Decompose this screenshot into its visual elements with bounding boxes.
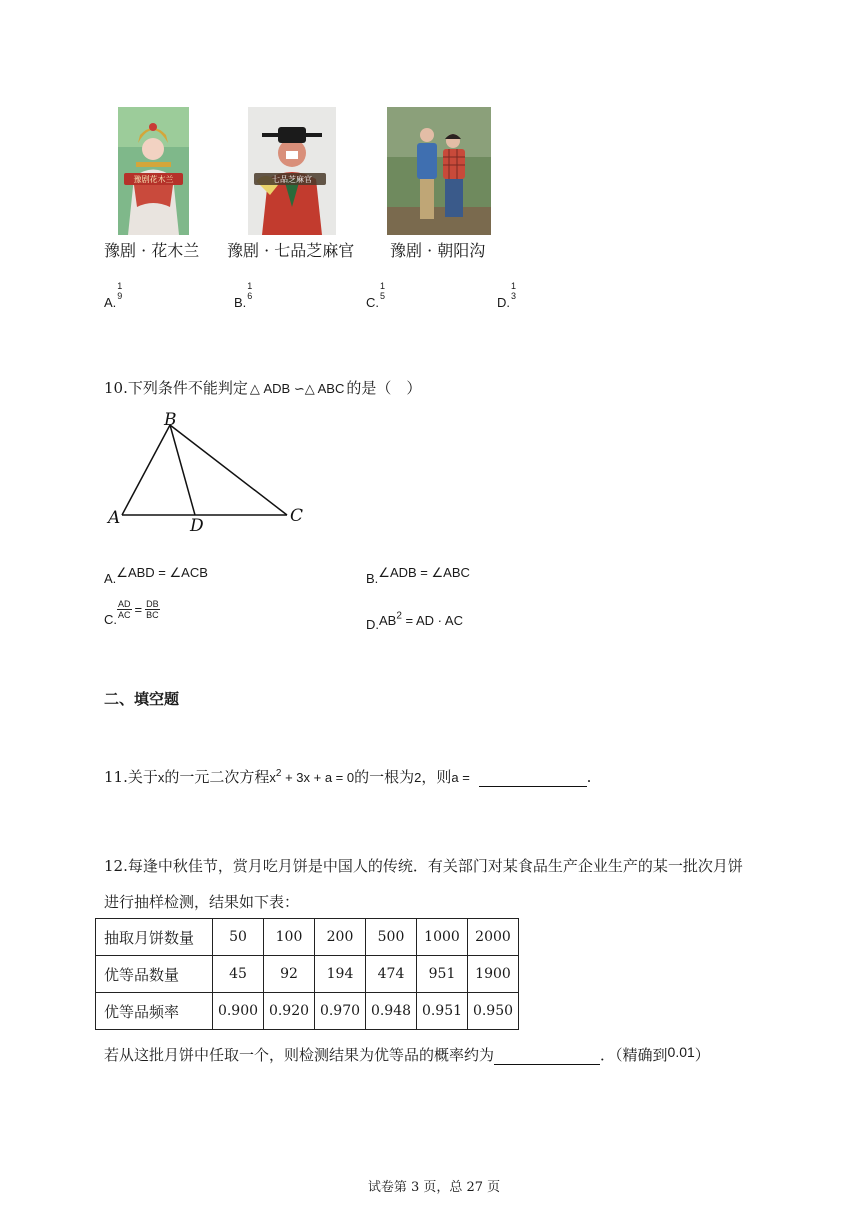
table-cell: 474 xyxy=(366,956,417,993)
frac-den: 9 xyxy=(117,290,123,301)
table-row xyxy=(96,919,519,956)
q10-option-d xyxy=(366,610,463,632)
answer-blank[interactable] xyxy=(494,1048,600,1065)
frac-num: 1 xyxy=(117,280,123,291)
table-row xyxy=(96,993,519,1030)
caption-qipin-zhimaguan: 豫剧 · 七品芝麻官 xyxy=(227,241,355,260)
q9-option-d xyxy=(497,280,517,310)
table-cell: 200 xyxy=(315,919,366,956)
option-letter: B. xyxy=(234,295,247,310)
table-header-cell: 抽取月饼数量 xyxy=(96,919,213,956)
image-chaoyanggou xyxy=(387,107,491,235)
option-math-sup: 2 xyxy=(396,610,402,622)
frac-num: 1 xyxy=(380,280,386,291)
option-math-rest: = AD · AC xyxy=(401,613,463,628)
table-cell: 2000 xyxy=(468,919,519,956)
q9-option-b xyxy=(234,280,253,310)
qipin-banner: 七品芝麻官 xyxy=(272,175,312,184)
table-cell: 0.970 xyxy=(315,993,366,1030)
label-c: C xyxy=(290,506,304,526)
q11-a-eq: a = xyxy=(451,770,470,785)
option-letter: C. xyxy=(366,295,379,310)
q11-number: 11. xyxy=(104,768,128,786)
page-footer: 试卷第 3 页，总 27 页 xyxy=(367,1180,501,1195)
q11-text: 关于 xyxy=(127,768,158,786)
table-cell: 0.951 xyxy=(417,993,468,1030)
table-header-cell: 优等品频率 xyxy=(96,993,213,1030)
table-cell: 50 xyxy=(213,919,264,956)
table-cell: 1900 xyxy=(468,956,519,993)
table-row xyxy=(96,956,519,993)
q11-text: 的一元二次方程 xyxy=(164,768,270,786)
frac-num: AD xyxy=(118,599,131,609)
answer-blank[interactable] xyxy=(479,770,587,787)
label-a: A xyxy=(108,508,121,528)
q11-text: ，则 xyxy=(421,768,452,786)
frac-den: 3 xyxy=(511,290,517,301)
q10-math: △ ADB ∽△ ABC xyxy=(249,381,345,396)
q12-close: ） xyxy=(694,1046,710,1064)
hua-mulan-banner: 豫剧花木兰 xyxy=(133,175,174,184)
option-letter: D. xyxy=(497,295,510,310)
frac-equals: = xyxy=(134,602,143,617)
triangle-figure xyxy=(100,405,315,535)
image-qipin-zhimaguan xyxy=(248,107,336,235)
frac-den: 5 xyxy=(380,290,386,301)
table-cell: 500 xyxy=(366,919,417,956)
option-letter: A. xyxy=(104,295,117,310)
table-cell: 0.900 xyxy=(213,993,264,1030)
option-math-base: AB xyxy=(379,613,397,628)
option-math: ∠ABD = ∠ACB xyxy=(116,565,208,580)
option-letter: B. xyxy=(366,571,379,586)
q12-after-text: 若从这批月饼中任取一个，则检测结果为优等品的概率约为 xyxy=(104,1046,495,1064)
frac-den: 6 xyxy=(247,290,253,301)
q11-text: 的一根为 xyxy=(354,768,415,786)
frac-num: 1 xyxy=(247,280,253,291)
q11-eq-sup: 2 xyxy=(275,768,282,779)
q10-number: 10. xyxy=(104,379,128,397)
label-d: D xyxy=(190,516,204,535)
frac-den: BC xyxy=(146,610,159,620)
q10-option-c xyxy=(104,599,160,627)
table-cell: 92 xyxy=(264,956,315,993)
table-cell: 0.950 xyxy=(468,993,519,1030)
table-cell: 951 xyxy=(417,956,468,993)
option-math: ∠ADB = ∠ABC xyxy=(378,565,470,580)
frac-num: 1 xyxy=(511,280,517,291)
frac-num: DB xyxy=(146,599,159,609)
q12-question xyxy=(104,1044,710,1065)
q11-stem xyxy=(104,766,591,787)
q11-root: 2 xyxy=(414,770,422,785)
q12-line1: 12.每逢中秋佳节，赏月吃月饼是中国人的传统．有关部门对某食品生产企业生产的某一批次月饼 xyxy=(104,857,743,875)
q12-after-end: ．（精确到 xyxy=(600,1046,668,1064)
q12-line2: 进行抽样检测，结果如下表： xyxy=(104,893,300,911)
q10-text-after: 的是（ ） xyxy=(346,379,422,397)
q10-option-b xyxy=(366,562,470,586)
q12-precision: 0.01 xyxy=(667,1044,695,1060)
table-header-cell: 优等品数量 xyxy=(96,956,213,993)
table-cell: 45 xyxy=(213,956,264,993)
q10-option-a xyxy=(104,562,208,586)
table-cell: 1000 xyxy=(417,919,468,956)
option-letter: C. xyxy=(104,612,117,627)
table-cell: 194 xyxy=(315,956,366,993)
caption-chaoyanggou: 豫剧 · 朝阳沟 xyxy=(390,241,486,260)
caption-hua-mulan: 豫剧 · 花木兰 xyxy=(104,241,200,260)
q10-stem xyxy=(104,377,421,398)
section-title: 二、填空题 xyxy=(104,690,180,708)
q11-eq-rest: + 3x + a = 0 xyxy=(281,770,355,785)
table-cell: 0.948 xyxy=(366,993,417,1030)
sampling-table xyxy=(95,918,519,1030)
table-cell: 100 xyxy=(264,919,315,956)
label-b: B xyxy=(164,410,177,430)
q11-end: . xyxy=(586,768,592,786)
table-cell: 0.920 xyxy=(264,993,315,1030)
q10-text-before: 下列条件不能判定 xyxy=(127,379,248,397)
image-hua-mulan xyxy=(118,107,189,235)
q11-eq-x: x xyxy=(269,770,276,785)
option-letter: D. xyxy=(366,617,379,632)
q11-var: x xyxy=(157,770,165,785)
frac-den: AC xyxy=(118,610,131,620)
option-letter: A. xyxy=(104,571,117,586)
q9-option-c xyxy=(366,280,386,310)
q9-option-a xyxy=(104,280,123,310)
